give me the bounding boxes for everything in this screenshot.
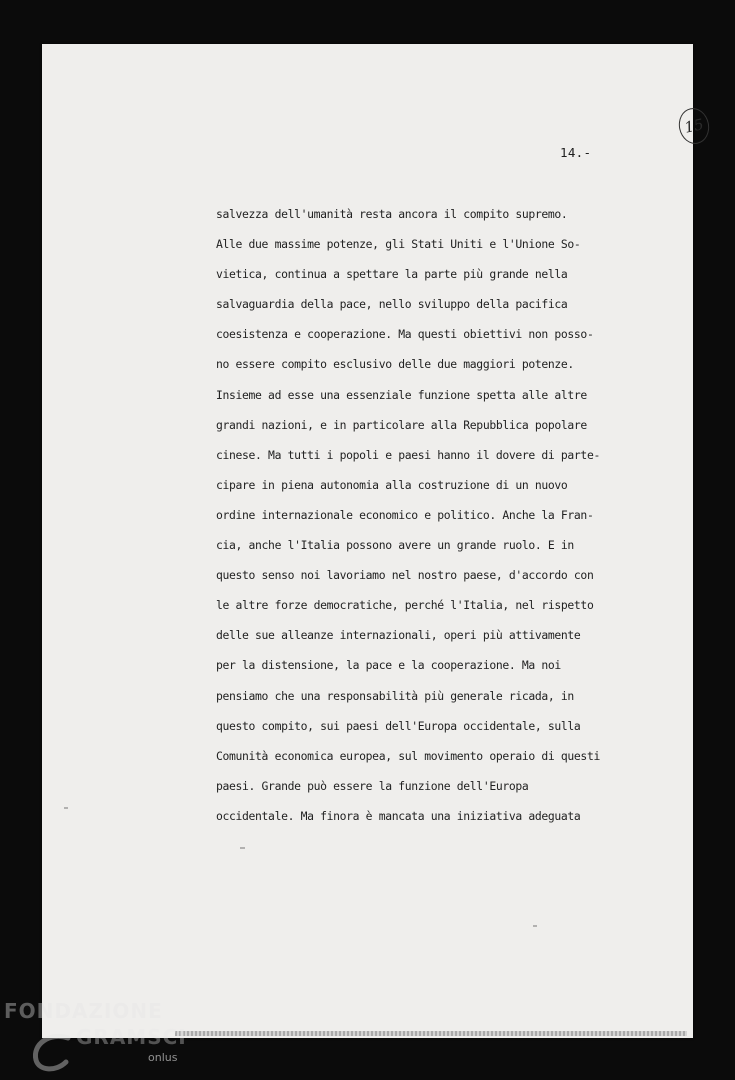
body-text-line: no essere compito esclusivo delle due maggiori potenze.	[216, 357, 574, 372]
watermark-line1: FONDAZIONE	[4, 999, 163, 1023]
body-text-line: Insieme ad esse una essenziale funzione spetta alle altre	[216, 387, 587, 402]
body-text-line: pensiamo che una responsabilità più generale ricada, in	[216, 688, 574, 703]
body-text-line: questo compito, sui paesi dell'Europa occidentale, sulla	[216, 718, 581, 733]
body-text-line: per la distensione, la pace e la cooperazione. Ma noi	[216, 658, 561, 673]
body-text-line: occidentale. Ma finora è mancata una iniziativa adeguata	[216, 808, 581, 823]
body-text-line: salvaguardia della pace, nello sviluppo della pacifica	[216, 297, 568, 312]
page-number: 14.-	[560, 145, 592, 160]
body-text-line: vietica, continua a spettare la parte più grande nella	[216, 267, 568, 282]
body-text-line: cia, anche l'Italia possono avere un grande ruolo. E in	[216, 538, 574, 553]
dust-speck	[240, 847, 245, 849]
watermark	[0, 996, 200, 1080]
dust-speck	[533, 925, 537, 927]
body-text-line: ordine internazionale economico e politico. Anche la Fran-	[216, 507, 594, 522]
swoosh-logo-icon	[28, 1030, 76, 1074]
body-text-line: Alle due massime potenze, gli Stati Uniti e l'Unione So-	[216, 237, 581, 252]
body-text-line: coesistenza e cooperazione. Ma questi obiettivi non posso-	[216, 327, 594, 342]
body-text-line: cipare in piena autonomia alla costruzione di un nuovo	[216, 477, 568, 492]
body-text-line: grandi nazioni, e in particolare alla Repubblica popolare	[216, 417, 587, 432]
body-text-line: paesi. Grande può essere la funzione dell'Europa	[216, 778, 529, 793]
body-text-line: cinese. Ma tutti i popoli e paesi hanno il dovere di parte-	[216, 447, 600, 462]
archive-number: 15	[682, 115, 706, 137]
archive-number-stamp	[676, 105, 713, 146]
body-text-line: Comunità economica europea, sul movimento operaio di questi	[216, 748, 600, 763]
watermark-line2: GRAMSCI	[76, 1025, 187, 1049]
body-text-line: questo senso noi lavoriamo nel nostro paese, d'accordo con	[216, 568, 594, 583]
body-text-line: salvezza dell'umanità resta ancora il compito supremo.	[216, 207, 568, 221]
body-text-line: delle sue alleanze internazionali, operi più attivamente	[216, 628, 581, 643]
watermark-line3: onlus	[148, 1051, 178, 1064]
body-text	[216, 203, 636, 835]
dust-speck	[64, 807, 68, 809]
sheet-bottom-edge	[175, 1031, 687, 1036]
body-text-line: le altre forze democratiche, perché l'Italia, nel rispetto	[216, 598, 594, 613]
